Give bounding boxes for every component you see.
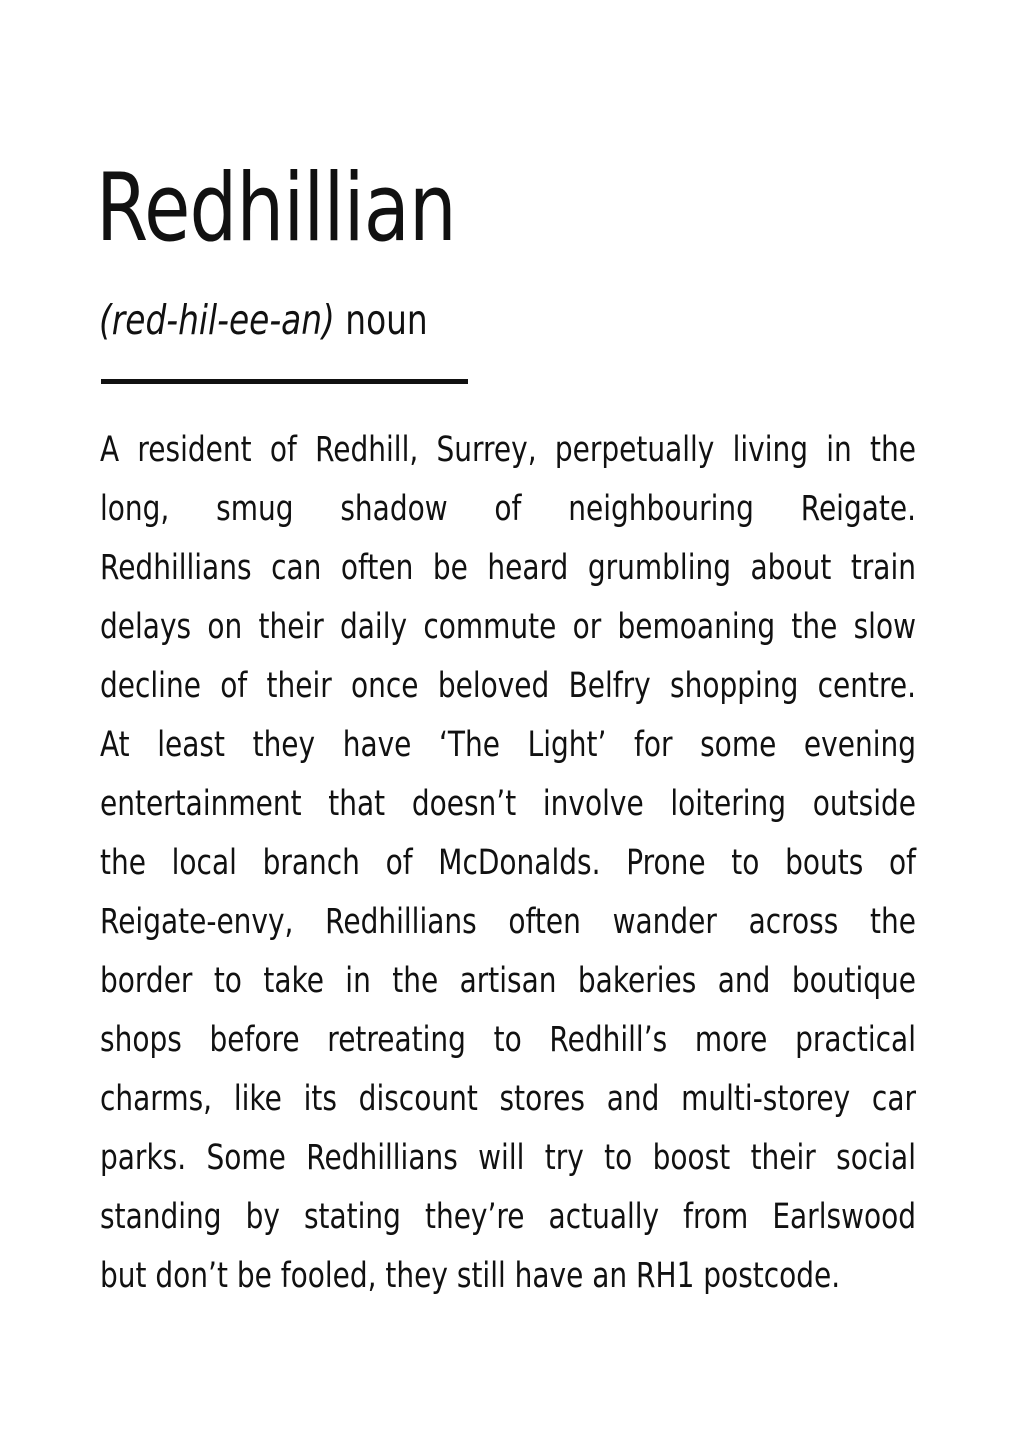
part-of-speech-text: noun (345, 296, 428, 344)
pronunciation-text: (red-hil-ee-an) (99, 296, 335, 344)
definition-line: delays on their daily commute or bemoaning the slow (100, 607, 916, 647)
divider-rule (101, 379, 468, 384)
definition-line: A resident of Redhill, Surrey, perpetually living in the (100, 430, 916, 470)
definition-line: shops before retreating to Redhill’s more practical (100, 1020, 916, 1060)
definition-line: charms, like its discount stores and multi-storey car (100, 1079, 916, 1119)
definition-line: decline of their once beloved Belfry shopping centre. (100, 666, 916, 706)
definition-line: long, smug shadow of neighbouring Reigate. (100, 489, 916, 529)
definition-line: but don’t be fooled, they still have an RH1 postcode. (100, 1256, 841, 1296)
definition-line: entertainment that doesn’t involve loitering outside (100, 784, 916, 824)
headword-title: Redhillian (96, 154, 456, 263)
definition-line: Reigate-envy, Redhillians often wander across the (100, 902, 916, 942)
definition-line: parks. Some Redhillians will try to boost their social (100, 1138, 916, 1178)
definition-line: Redhillians can often be heard grumbling about train (100, 548, 916, 588)
pronunciation-line (99, 294, 428, 346)
definition-line: the local branch of McDonalds. Prone to bouts of (100, 843, 916, 883)
definition-line: At least they have ‘The Light’ for some evening (100, 725, 916, 765)
definition-body (100, 421, 916, 1306)
definition-line: border to take in the artisan bakeries and boutique (100, 961, 916, 1001)
definition-line: standing by stating they’re actually from Earlswood (100, 1197, 916, 1237)
